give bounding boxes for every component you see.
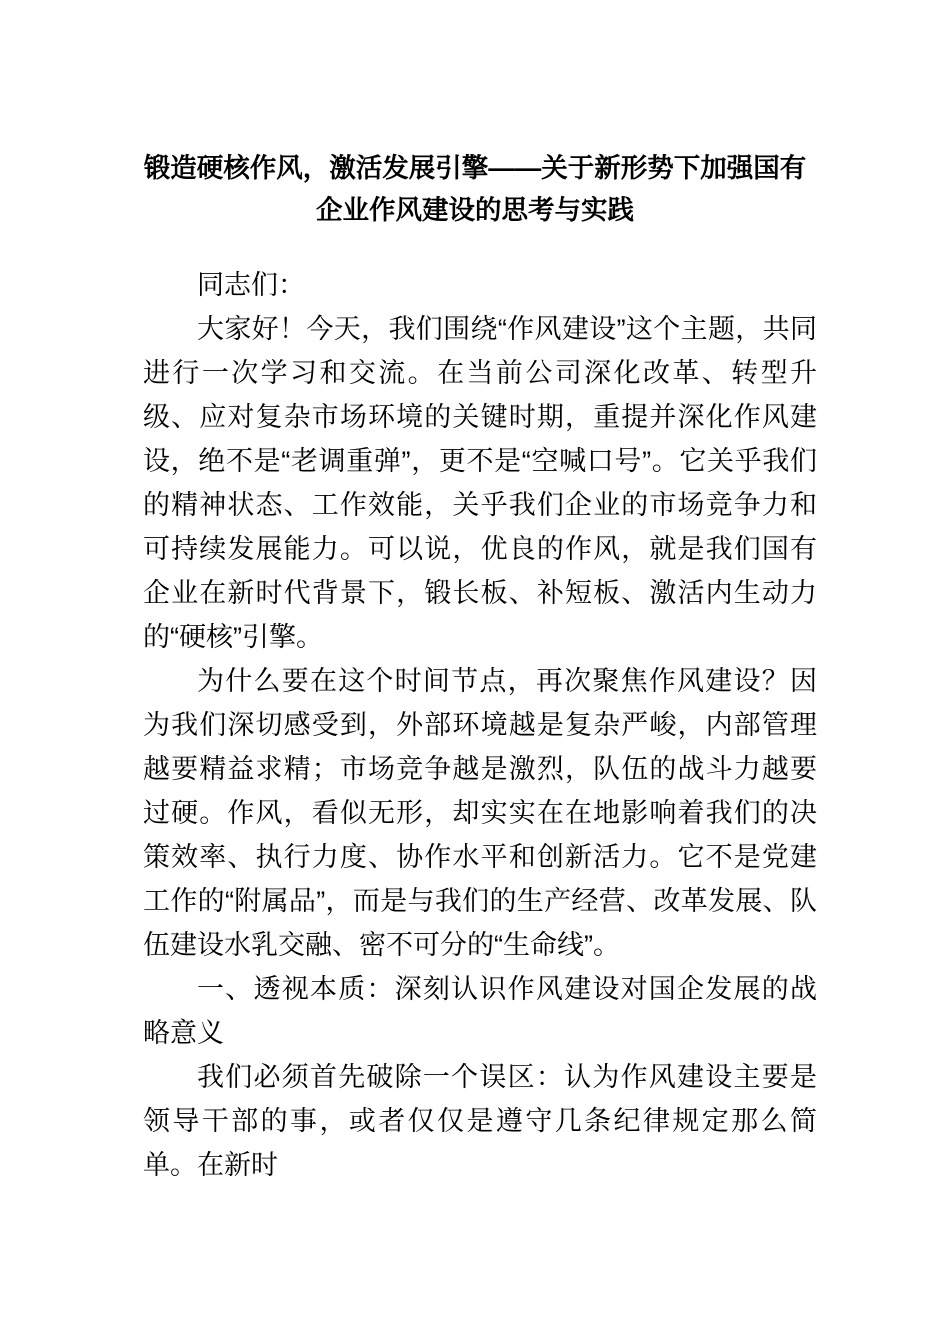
document-title: 锻造硬核作风，激活发展引擎——关于新形势下加强国有企业作风建设的思考与实践 — [143, 153, 807, 225]
paragraph: 大家好！今天，我们围绕“作风建设”这个主题，共同进行一次学习和交流。在当前公司深化改革、转型升级、应对复杂市场环境的关键时期，重提并深化作风建设，绝不是“老调重弹”，更不是“空喊口号”。它关乎我们的精神状态、工作效能，关乎我们企业的市场竞争力和可持续发展能力。可以说，优良的作风，就是我们国有企业在新时代背景下，锻长板、补短板、激活内生动力的“硬核”引擎。 — [143, 314, 817, 652]
paragraph: 我们必须首先破除一个误区：认为作风建设主要是领导干部的事，或者仅仅是遵守几条纪律规定那么简单。在新时 — [143, 1062, 817, 1180]
section-heading: 一、透视本质：深刻认识作风建设对国企发展的战略意义 — [143, 974, 817, 1048]
paragraph: 同志们： — [197, 270, 305, 300]
document-body — [143, 263, 817, 1187]
paragraph: 为什么要在这个时间节点，再次聚焦作风建设？因为我们深切感受到，外部环境越是复杂严峻，内部管理越要精益求精；市场竞争越是激烈，队伍的战斗力越要过硬。作风，看似无形，却实实在在地影响着我们的决策效率、执行力度、协作水平和创新活力。它不是党建工作的“附属品”，而是与我们的生产经营、改革发展、队伍建设水乳交融、密不可分的“生命线”。 — [143, 666, 817, 960]
